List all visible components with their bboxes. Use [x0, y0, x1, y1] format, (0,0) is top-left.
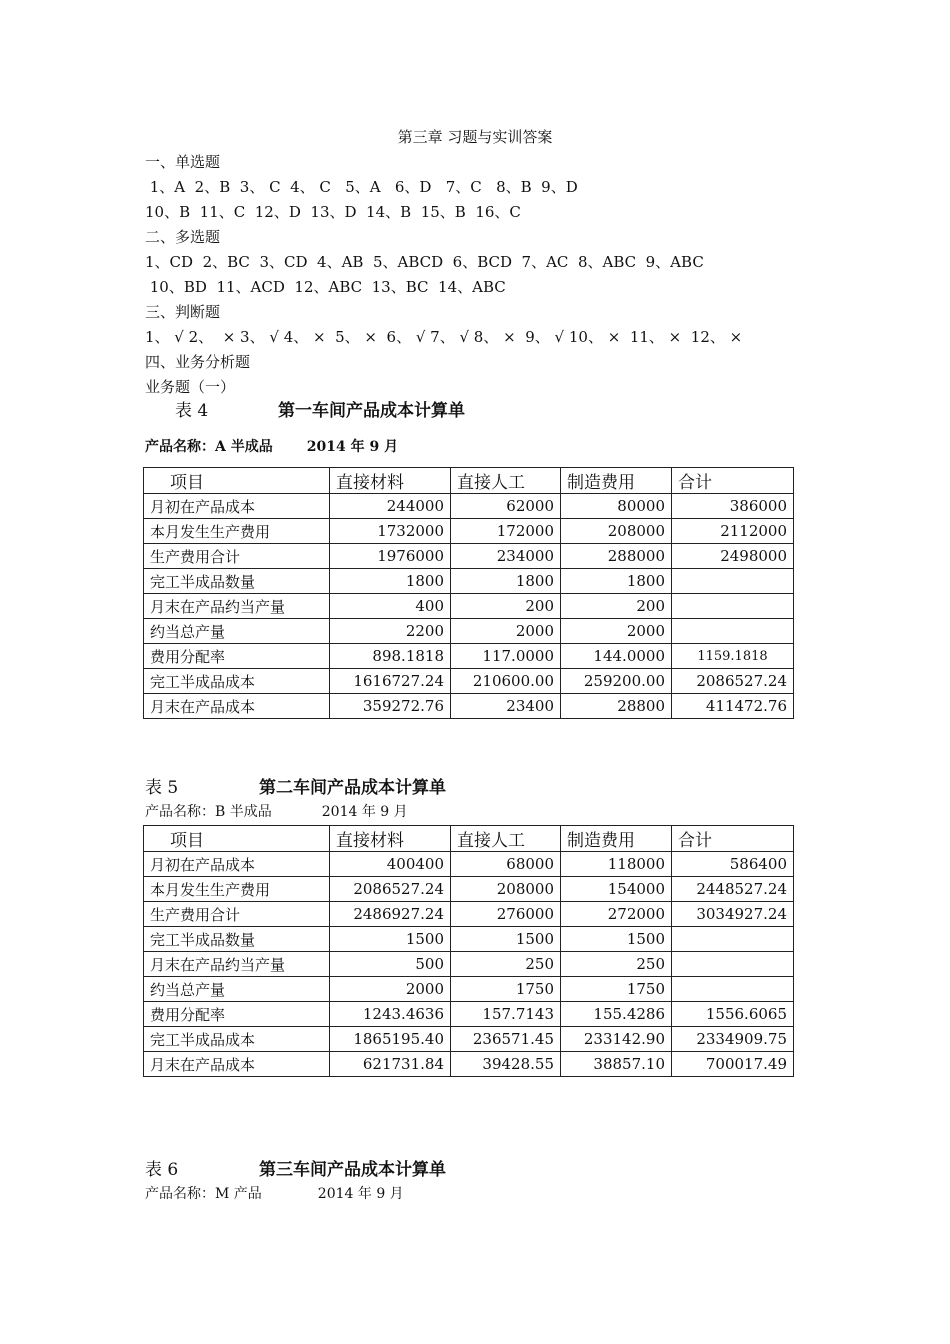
- value-cell: 244000: [330, 494, 451, 519]
- value-cell: 68000: [451, 852, 561, 877]
- table4-cost-sheet: [143, 467, 794, 719]
- value-cell: [672, 927, 794, 952]
- value-cell: 1556.6065: [672, 1002, 794, 1027]
- value-cell: 1500: [561, 927, 672, 952]
- table6-title: 第三车间产品成本计算单: [259, 1160, 446, 1180]
- value-cell: 1800: [561, 569, 672, 594]
- row-label-cell: 完工半成品成本: [144, 1027, 330, 1052]
- value-cell: 2086527.24: [672, 669, 794, 694]
- table5-product: 产品名称：B 半成品 2014 年 9 月: [145, 804, 408, 820]
- table-row: [144, 669, 794, 694]
- table-row: [144, 569, 794, 594]
- table-row: [144, 694, 794, 719]
- section-3-answers: 1、 √ 2、 × 3、 √ 4、 × 5、 × 6、 √ 7、 √ 8、 × 9、 √ 10、 × 11、 × 12、 ×: [145, 328, 743, 346]
- table-row: [144, 952, 794, 977]
- value-cell: 1800: [330, 569, 451, 594]
- table-header-row: [144, 468, 794, 494]
- section-4-heading: 四、业务分析题: [145, 353, 251, 371]
- value-cell: 250: [561, 952, 672, 977]
- table-row: [144, 877, 794, 902]
- value-cell: 208000: [561, 519, 672, 544]
- value-cell: 276000: [451, 902, 561, 927]
- value-cell: 1500: [451, 927, 561, 952]
- value-cell: 621731.84: [330, 1052, 451, 1077]
- row-label-cell: 完工半成品成本: [144, 669, 330, 694]
- value-cell: 500: [330, 952, 451, 977]
- row-label-cell: 生产费用合计: [144, 902, 330, 927]
- value-cell: 28800: [561, 694, 672, 719]
- value-cell: 118000: [561, 852, 672, 877]
- value-cell: 898.1818: [330, 644, 451, 669]
- value-cell: 411472.76: [672, 694, 794, 719]
- section-4-subheading: 业务题（一）: [145, 378, 236, 396]
- row-label-cell: 费用分配率: [144, 1002, 330, 1027]
- column-header: 项目: [144, 826, 330, 852]
- table5-cost-sheet: [143, 825, 794, 1077]
- table5-title: 第二车间产品成本计算单: [259, 778, 446, 798]
- table-row: [144, 1052, 794, 1077]
- column-header: 制造费用: [561, 826, 672, 852]
- table-row: [144, 1002, 794, 1027]
- value-cell: 1800: [451, 569, 561, 594]
- value-cell: 2086527.24: [330, 877, 451, 902]
- table-row: [144, 594, 794, 619]
- section-2-answers-1: 1、CD 2、BC 3、CD 4、AB 5、ABCD 6、BCD 7、AC 8、ABC 9、ABC: [145, 253, 704, 271]
- value-cell: 1243.4636: [330, 1002, 451, 1027]
- section-1-answers-1: 1、A 2、B 3、 C 4、 C 5、A 6、D 7、C 8、B 9、D: [145, 178, 578, 196]
- value-cell: 1750: [561, 977, 672, 1002]
- table6-label: 表 6: [145, 1160, 179, 1180]
- value-cell: 400: [330, 594, 451, 619]
- row-label-cell: 本月发生生产费用: [144, 519, 330, 544]
- value-cell: 155.4286: [561, 1002, 672, 1027]
- section-1-answers-2: 10、B 11、C 12、D 13、D 14、B 15、B 16、C: [145, 203, 521, 221]
- value-cell: 200: [451, 594, 561, 619]
- table-row: [144, 519, 794, 544]
- value-cell: 23400: [451, 694, 561, 719]
- value-cell: [672, 952, 794, 977]
- value-cell: [672, 569, 794, 594]
- value-cell: 2000: [561, 619, 672, 644]
- section-2-answers-2: 10、BD 11、ACD 12、ABC 13、BC 14、ABC: [145, 278, 506, 296]
- value-cell: 2486927.24: [330, 902, 451, 927]
- value-cell: 62000: [451, 494, 561, 519]
- value-cell: 288000: [561, 544, 672, 569]
- value-cell: 1616727.24: [330, 669, 451, 694]
- value-cell: 172000: [451, 519, 561, 544]
- value-cell: 1159.1818: [672, 644, 794, 669]
- row-label-cell: 生产费用合计: [144, 544, 330, 569]
- value-cell: 157.7143: [451, 1002, 561, 1027]
- value-cell: 1976000: [330, 544, 451, 569]
- value-cell: 200: [561, 594, 672, 619]
- value-cell: 2200: [330, 619, 451, 644]
- row-label-cell: 约当总产量: [144, 619, 330, 644]
- value-cell: 236571.45: [451, 1027, 561, 1052]
- row-label-cell: 月初在产品成本: [144, 852, 330, 877]
- column-header: 直接人工: [451, 826, 561, 852]
- value-cell: 2112000: [672, 519, 794, 544]
- row-label-cell: 月末在产品成本: [144, 694, 330, 719]
- table4-product: 产品名称：A 半成品 2014 年 9 月: [145, 439, 399, 455]
- column-header: 项目: [144, 468, 330, 494]
- column-header: 直接材料: [330, 468, 451, 494]
- row-label-cell: 完工半成品数量: [144, 927, 330, 952]
- value-cell: 144.0000: [561, 644, 672, 669]
- row-label-cell: 月末在产品成本: [144, 1052, 330, 1077]
- doc-title: 第三章 习题与实训答案: [397, 128, 553, 146]
- value-cell: 3034927.24: [672, 902, 794, 927]
- value-cell: 2498000: [672, 544, 794, 569]
- table-row: [144, 544, 794, 569]
- section-1-heading: 一、单选题: [145, 153, 221, 171]
- column-header: 直接材料: [330, 826, 451, 852]
- value-cell: 250: [451, 952, 561, 977]
- value-cell: 80000: [561, 494, 672, 519]
- value-cell: 700017.49: [672, 1052, 794, 1077]
- table4-label: 表 4: [175, 401, 209, 421]
- value-cell: 2000: [451, 619, 561, 644]
- value-cell: 154000: [561, 877, 672, 902]
- row-label-cell: 月初在产品成本: [144, 494, 330, 519]
- value-cell: 1750: [451, 977, 561, 1002]
- value-cell: 272000: [561, 902, 672, 927]
- section-3-heading: 三、判断题: [145, 303, 221, 321]
- table-row: [144, 927, 794, 952]
- column-header: 直接人工: [451, 468, 561, 494]
- row-label-cell: 本月发生生产费用: [144, 877, 330, 902]
- table-row: [144, 619, 794, 644]
- value-cell: 210600.00: [451, 669, 561, 694]
- value-cell: 586400: [672, 852, 794, 877]
- row-label-cell: 月末在产品约当产量: [144, 952, 330, 977]
- value-cell: [672, 619, 794, 644]
- section-2-heading: 二、多选题: [145, 228, 221, 246]
- value-cell: 1732000: [330, 519, 451, 544]
- table-row: [144, 977, 794, 1002]
- table-row: [144, 644, 794, 669]
- value-cell: 208000: [451, 877, 561, 902]
- value-cell: 233142.90: [561, 1027, 672, 1052]
- row-label-cell: 完工半成品数量: [144, 569, 330, 594]
- table-row: [144, 494, 794, 519]
- value-cell: 117.0000: [451, 644, 561, 669]
- table-row: [144, 852, 794, 877]
- value-cell: 259200.00: [561, 669, 672, 694]
- row-label-cell: 费用分配率: [144, 644, 330, 669]
- value-cell: 2448527.24: [672, 877, 794, 902]
- value-cell: [672, 594, 794, 619]
- table-row: [144, 902, 794, 927]
- value-cell: [672, 977, 794, 1002]
- value-cell: 400400: [330, 852, 451, 877]
- table6-product: 产品名称：M 产品 2014 年 9 月: [145, 1186, 404, 1202]
- value-cell: 234000: [451, 544, 561, 569]
- table-header-row: [144, 826, 794, 852]
- table4-title: 第一车间产品成本计算单: [278, 401, 465, 421]
- table5-label: 表 5: [145, 778, 179, 798]
- value-cell: 359272.76: [330, 694, 451, 719]
- value-cell: 1500: [330, 927, 451, 952]
- value-cell: 386000: [672, 494, 794, 519]
- value-cell: 1865195.40: [330, 1027, 451, 1052]
- row-label-cell: 月末在产品约当产量: [144, 594, 330, 619]
- value-cell: 38857.10: [561, 1052, 672, 1077]
- value-cell: 39428.55: [451, 1052, 561, 1077]
- column-header: 合计: [672, 826, 794, 852]
- column-header: 合计: [672, 468, 794, 494]
- column-header: 制造费用: [561, 468, 672, 494]
- table-row: [144, 1027, 794, 1052]
- value-cell: 2334909.75: [672, 1027, 794, 1052]
- value-cell: 2000: [330, 977, 451, 1002]
- row-label-cell: 约当总产量: [144, 977, 330, 1002]
